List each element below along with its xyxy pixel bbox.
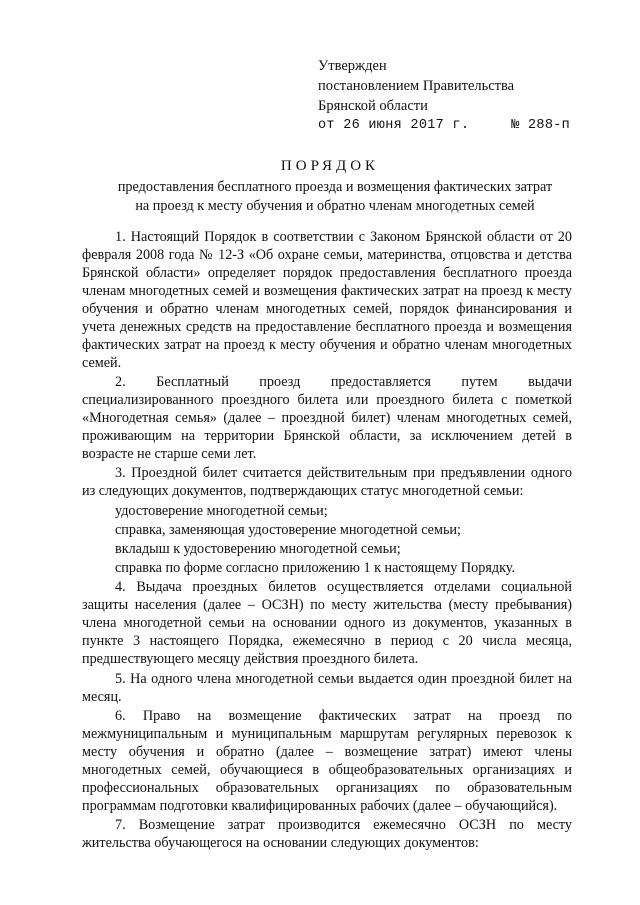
paragraph-3: 3. Проездной билет считается действительным при предъявлении одного из следующих документов, подтверждающих статус многодетной семьи: (82, 465, 572, 500)
paragraph-2: 2. Бесплатный проезд предоставляется путем выдачи специализированного проездного билета или проездного билета с пометкой «Многодетная семья» (далее – проездной билет) членам многодетных семей, проживающим на территории Брянской области, за исключением детей в возрасте не старше семи лет. (82, 374, 572, 463)
list-item: справка, заменяющая удостоверение многодетной семьи; (115, 521, 461, 538)
approval-line: Утвержден (318, 58, 387, 74)
list-item: удостоверение многодетной семьи; (115, 502, 328, 519)
approval-line: Брянской области (318, 98, 428, 114)
approval-line: постановлением Правительства (318, 78, 515, 94)
list-item: справка по форме согласно приложению 1 к настоящему Порядку. (115, 560, 516, 577)
document-subtitle (100, 178, 570, 216)
paragraph-6: 6. Право на возмещение фактических затрат на проезд по межмуниципальным и муниципальным маршрутам регулярных перевозок к месту обучения и обратно (далее – возмещение затрат) имеют члены многодетных семей, обучающиеся в общеобразовательных организациях и профессиональных образовательных организациях по образовательным программам подготовки квалифицированных рабочих (далее – обучающийся). (82, 707, 572, 814)
approval-block (318, 56, 570, 136)
approval-date-number: от 26 июня 2017 г. № 288-п (318, 118, 571, 133)
paragraph-7: 7. Возмещение затрат производится ежемесячно ОСЗН по месту жительства обучающегося на основании следующих документов: (82, 816, 572, 851)
list-item: вкладыш к удостоверению многодетной семьи; (115, 540, 401, 557)
paragraph-5: 5. На одного члена многодетной семьи выдается один проездной билет на месяц. (82, 670, 572, 705)
subtitle-line: предоставления бесплатного проезда и возмещения фактических затрат (117, 179, 553, 195)
paragraph-1: 1. Настоящий Порядок в соответствии с Законом Брянской области от 20 февраля 2008 года № 12-З «Об охране семьи, материнства, отцовства и детства Брянской области» определяет порядок предоставления бесплатного проезда членам многодетных семей и возмещения фактических затрат на проезд к месту обучения и обратно членам многодетных семей, порядок финансирования и учета денежных средств на предоставление бесплатного проезда и возмещения фактических затрат на проезд к месту обучения и обратно членам многодетных семей. (82, 229, 572, 371)
paragraph-4: 4. Выдача проездных билетов осуществляется отделами социальной защиты населения (далее – ОСЗН) по месту жительства (месту пребывания) члена многодетной семьи на основании одного из документов, указанных в пункте 3 настоящего Порядка, ежемесячно в период с 20 числа месяца, предшествующего месяцу действия проездного билета. (82, 579, 572, 668)
document-title: ПОРЯДОК (280, 158, 380, 174)
document-body (82, 228, 572, 853)
subtitle-line: на проезд к месту обучения и обратно членам многодетных семей (135, 198, 535, 214)
